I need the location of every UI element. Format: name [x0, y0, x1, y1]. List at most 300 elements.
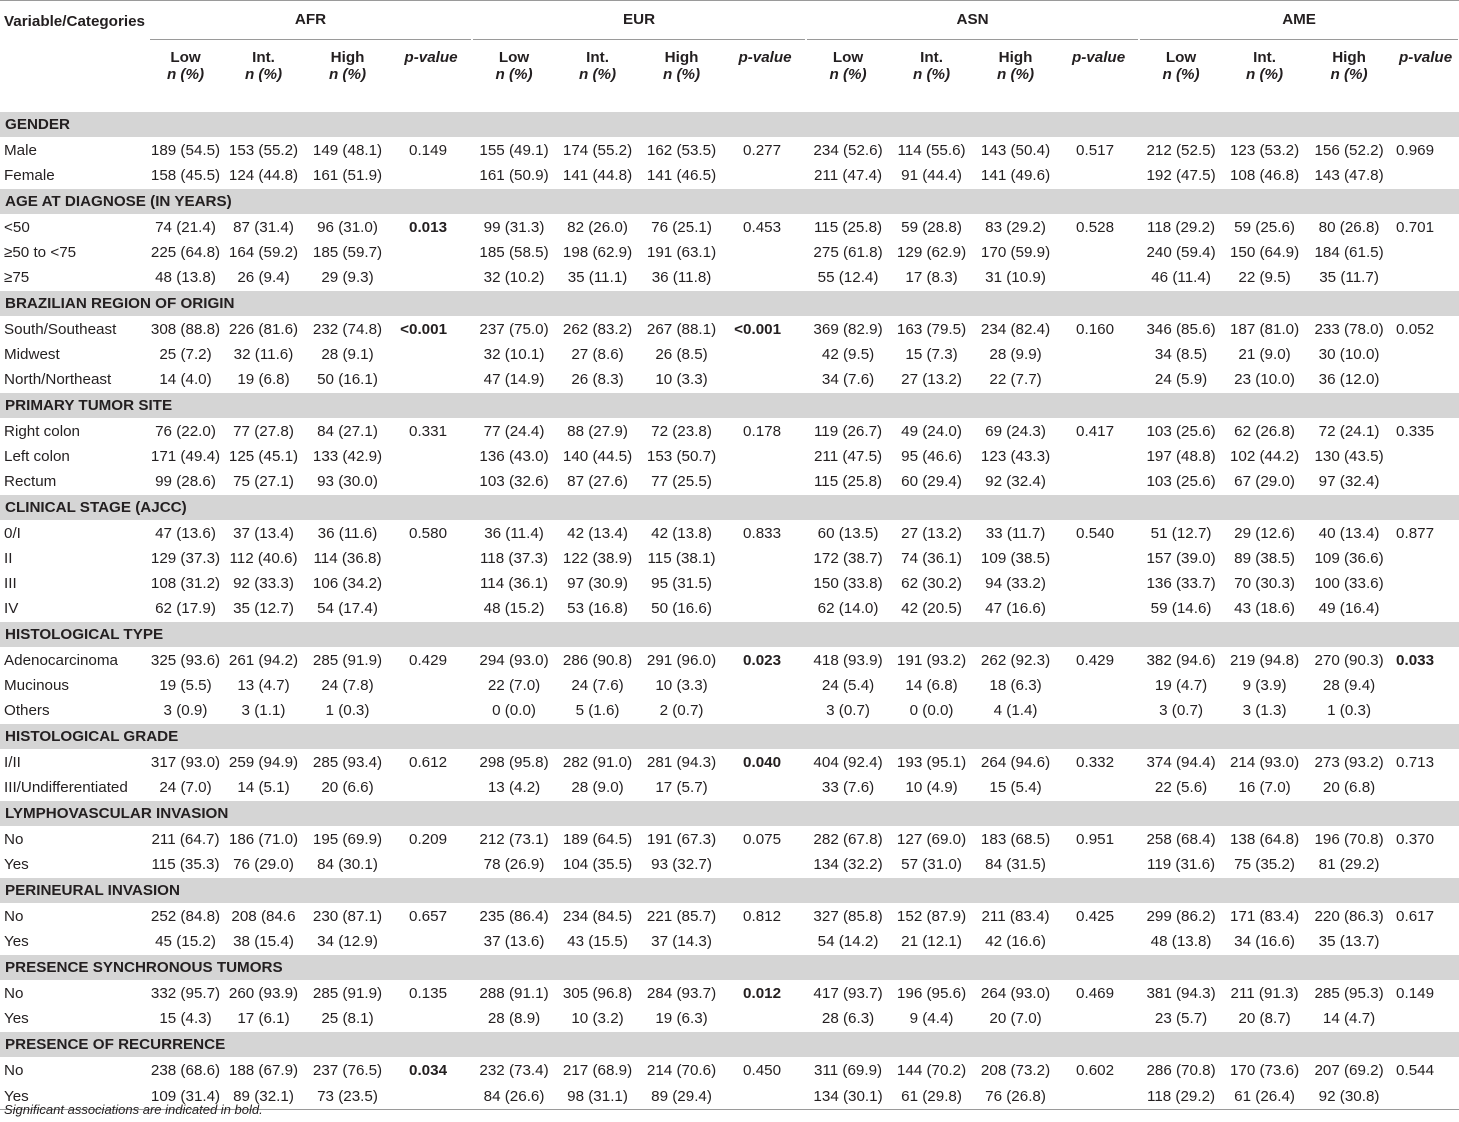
count-cell: 308 (88.8) — [150, 321, 221, 338]
count-cell: 143 (50.4) — [980, 142, 1051, 159]
pvalue-cell: 0.540 — [1076, 525, 1115, 542]
subcolumn-unit: n (%) — [1162, 66, 1200, 83]
count-cell: 59 (14.6) — [1150, 600, 1212, 617]
pvalue-cell — [724, 775, 806, 801]
count-cell: 260 (93.9) — [228, 985, 299, 1002]
count-cell: 211 (83.4) — [981, 908, 1050, 925]
count-cell: 130 (43.5) — [1314, 448, 1384, 465]
group-header-eur — [472, 1, 806, 42]
count-cell: 109 (31.4) — [149, 1083, 222, 1110]
count-cell: 36 (11.4) — [484, 525, 544, 542]
count-cell: 103 (25.6) — [1146, 423, 1216, 440]
row-label: Yes — [4, 933, 29, 950]
count-cell: 285 (91.9) — [312, 652, 383, 669]
pvalue-cell: 0.528 — [1076, 219, 1115, 236]
pvalue-cell: 0.450 — [743, 1062, 782, 1079]
pvalue-cell — [1058, 852, 1139, 878]
count-cell: 23 (5.7) — [1154, 1010, 1208, 1027]
pvalue-cell — [390, 1006, 472, 1032]
count-cell: 149 (48.1) — [312, 142, 383, 159]
count-cell: 3 (0.7) — [826, 702, 870, 719]
pvalue-cell — [1058, 342, 1139, 367]
pvalue-cell — [1058, 163, 1139, 189]
count-cell: 24 (7.0) — [159, 779, 212, 796]
section-header-row — [0, 622, 1459, 648]
count-cell: 211 (91.3) — [1230, 985, 1299, 1002]
count-cell: 23 (10.0) — [1234, 371, 1295, 388]
pvalue-cell: 0.580 — [409, 525, 448, 542]
row-label: No — [4, 985, 24, 1002]
row-label: ≥50 to <75 — [4, 244, 77, 261]
count-cell: 193 (95.1) — [896, 754, 967, 771]
count-cell: 54 (14.2) — [817, 933, 879, 950]
pvalue-cell — [1392, 163, 1459, 189]
subcolumn-unit: n (%) — [1330, 66, 1368, 83]
group-header-asn — [806, 1, 1139, 42]
count-cell: 26 (8.3) — [571, 371, 624, 388]
count-cell: 108 (31.2) — [150, 575, 221, 592]
subcolumn-unit: n (%) — [495, 66, 533, 83]
count-cell: 76 (22.0) — [155, 423, 216, 440]
subcolumn-header — [890, 41, 973, 112]
count-cell: 72 (24.1) — [1318, 423, 1380, 440]
count-cell: 298 (95.8) — [479, 754, 549, 771]
table-row — [0, 317, 1459, 343]
count-cell: 42 (9.5) — [821, 346, 875, 363]
count-cell: 186 (71.0) — [228, 831, 299, 848]
pvalue-cell — [724, 698, 806, 724]
count-cell: 31 (10.9) — [985, 269, 1046, 286]
count-cell: 47 (13.6) — [155, 525, 216, 542]
count-cell: 76 (29.0) — [233, 856, 294, 873]
pvalue-cell — [390, 444, 472, 469]
count-cell: 46 (11.4) — [1151, 269, 1211, 286]
pvalue-cell — [1058, 469, 1139, 495]
count-cell: 43 (18.6) — [1234, 600, 1295, 617]
count-cell: 78 (26.9) — [483, 856, 545, 873]
table-row — [0, 444, 1459, 469]
count-cell: 189 (54.5) — [150, 142, 221, 159]
count-cell: 153 (55.2) — [228, 142, 299, 159]
count-cell: 286 (90.8) — [562, 652, 633, 669]
count-cell: 16 (7.0) — [1238, 779, 1291, 796]
count-cell: 237 (75.0) — [479, 321, 549, 338]
count-cell: 161 (50.9) — [479, 167, 549, 184]
subcolumn-unit: n (%) — [578, 66, 617, 83]
pvalue-cell: 0.453 — [743, 219, 782, 236]
count-cell: 93 (32.7) — [651, 856, 712, 873]
count-cell: 14 (4.0) — [159, 371, 212, 388]
count-cell: 262 (92.3) — [980, 652, 1051, 669]
count-cell: 281 (94.3) — [646, 754, 717, 771]
count-cell: 258 (68.4) — [1146, 831, 1216, 848]
pvalue-cell: 0.612 — [409, 754, 448, 771]
count-cell: 94 (33.2) — [985, 575, 1046, 592]
count-cell: 197 (48.8) — [1146, 448, 1216, 465]
pvalue-cell: 0.052 — [1396, 321, 1435, 338]
pvalue-cell — [390, 265, 472, 291]
count-cell: 191 (93.2) — [896, 652, 967, 669]
count-cell: 237 (76.5) — [312, 1062, 383, 1079]
subcolumn-label: Int. — [920, 49, 943, 66]
count-cell: 288 (91.1) — [479, 985, 549, 1002]
count-cell: 42 (20.5) — [901, 600, 962, 617]
count-cell: 134 (32.2) — [813, 856, 883, 873]
count-cell: 119 (26.7) — [813, 423, 883, 440]
table-row — [0, 1058, 1459, 1084]
count-cell: 282 (91.0) — [562, 754, 633, 771]
count-cell: 0 (0.0) — [909, 702, 954, 719]
count-cell: 99 (31.3) — [483, 219, 545, 236]
count-cell: 374 (94.4) — [1146, 754, 1216, 771]
count-cell: 26 (8.5) — [655, 346, 708, 363]
count-cell: 62 (17.9) — [155, 600, 216, 617]
count-cell: 10 (4.9) — [905, 779, 958, 796]
count-cell: 232 (74.8) — [312, 321, 383, 338]
count-cell: 80 (26.8) — [1318, 219, 1380, 236]
count-cell: 96 (31.0) — [317, 219, 378, 236]
count-cell: 188 (67.9) — [228, 1062, 299, 1079]
count-cell: 35 (11.7) — [1319, 269, 1379, 286]
count-cell: 32 (10.2) — [483, 269, 545, 286]
count-cell: 261 (94.2) — [228, 652, 299, 669]
group-title: ASN — [807, 2, 1138, 40]
count-cell: 299 (86.2) — [1146, 908, 1216, 925]
subcolumn-unit: n (%) — [912, 66, 951, 83]
count-cell: 9 (3.9) — [1242, 677, 1287, 694]
count-cell: 10 (3.2) — [571, 1010, 624, 1027]
pvalue-cell — [724, 240, 806, 265]
count-cell: 25 (8.1) — [321, 1010, 374, 1027]
row-label: Yes — [4, 856, 29, 873]
row-label: ≥75 — [4, 269, 30, 286]
count-cell: 103 (25.6) — [1146, 473, 1216, 490]
count-cell: 72 (23.8) — [651, 423, 712, 440]
count-cell: 118 (37.3) — [479, 550, 549, 567]
count-cell: 88 (27.9) — [567, 423, 628, 440]
count-cell: 14 (5.1) — [237, 779, 290, 796]
row-label: IV — [4, 600, 19, 617]
pvalue-cell — [1392, 596, 1459, 622]
count-cell: 60 (13.5) — [817, 525, 879, 542]
count-cell: 22 (9.5) — [1238, 269, 1291, 286]
count-cell: 75 (35.2) — [1234, 856, 1295, 873]
pvalue-cell — [1392, 929, 1459, 955]
count-cell: 187 (81.0) — [1229, 321, 1300, 338]
table-row — [0, 904, 1459, 930]
pvalue-cell: 0.209 — [409, 831, 448, 848]
count-cell: 252 (84.8) — [150, 908, 221, 925]
pvalue-cell — [390, 367, 472, 393]
count-cell: 15 (7.3) — [905, 346, 958, 363]
pvalue-cell — [724, 929, 806, 955]
count-cell: 49 (24.0) — [901, 423, 962, 440]
count-cell: 30 (10.0) — [1318, 346, 1380, 363]
pvalue-cell — [724, 367, 806, 393]
count-cell: 163 (79.5) — [896, 321, 967, 338]
section-header-row — [0, 112, 1459, 138]
pvalue-cell — [390, 571, 472, 596]
count-cell: 123 (53.2) — [1229, 142, 1300, 159]
count-cell: 33 (11.7) — [985, 525, 1046, 542]
table-row — [0, 750, 1459, 776]
subcolumn-label: Int. — [1253, 49, 1276, 66]
count-cell: 2 (0.7) — [659, 702, 704, 719]
count-cell: 87 (27.6) — [567, 473, 628, 490]
count-cell: 129 (62.9) — [896, 244, 967, 261]
subcolumn-header — [149, 41, 222, 112]
count-cell: 382 (94.6) — [1146, 652, 1216, 669]
count-cell: 60 (29.4) — [901, 473, 962, 490]
pvalue-cell — [724, 852, 806, 878]
subcolumn-label: Low — [1165, 49, 1197, 66]
count-cell: 83 (29.2) — [985, 219, 1046, 236]
table-row — [0, 929, 1459, 955]
pvalue-header — [390, 41, 472, 112]
count-cell: 232 (73.4) — [479, 1062, 549, 1079]
count-cell: 55 (12.4) — [817, 269, 879, 286]
count-cell: 381 (94.3) — [1146, 985, 1216, 1002]
table-row — [0, 240, 1459, 265]
pvalue-cell — [1058, 775, 1139, 801]
count-cell: 47 (16.6) — [985, 600, 1046, 617]
table-row — [0, 673, 1459, 698]
count-cell: 106 (34.2) — [312, 575, 383, 592]
pvalue-cell — [1392, 444, 1459, 469]
count-cell: 264 (94.6) — [980, 754, 1051, 771]
pvalue-cell: 0.277 — [743, 142, 782, 159]
count-cell: 183 (68.5) — [980, 831, 1051, 848]
pvalue-cell: 0.033 — [1396, 652, 1435, 669]
subcolumn-unit: n (%) — [328, 66, 367, 83]
count-cell: 275 (61.8) — [813, 244, 883, 261]
count-cell: 99 (28.6) — [155, 473, 216, 490]
table-row — [0, 981, 1459, 1007]
subcolumn-unit: n (%) — [662, 66, 701, 83]
count-cell: 5 (1.6) — [575, 702, 620, 719]
count-cell: 20 (7.0) — [989, 1010, 1042, 1027]
row-label: <50 — [4, 219, 30, 236]
count-cell: 17 (8.3) — [905, 269, 958, 286]
pvalue-cell — [1392, 546, 1459, 571]
row-label: Male — [4, 142, 37, 159]
count-cell: 54 (17.4) — [317, 600, 378, 617]
table-row — [0, 138, 1459, 164]
count-cell: 62 (30.2) — [901, 575, 962, 592]
count-cell: 108 (46.8) — [1229, 167, 1300, 184]
count-cell: 140 (44.5) — [562, 448, 633, 465]
count-cell: 22 (5.6) — [1154, 779, 1208, 796]
count-cell: 42 (16.6) — [985, 933, 1046, 950]
group-title: AME — [1140, 2, 1458, 40]
count-cell: 27 (13.2) — [901, 525, 962, 542]
pvalue-cell — [390, 546, 472, 571]
pvalue-cell — [724, 469, 806, 495]
count-cell: 282 (67.8) — [813, 831, 883, 848]
subcolumn-header — [556, 41, 639, 112]
count-cell: 84 (26.6) — [472, 1083, 556, 1110]
section-title: PERINEURAL INVASION — [0, 878, 1459, 904]
pvalue-cell — [724, 673, 806, 698]
count-cell: 40 (13.4) — [1318, 525, 1380, 542]
section-header-row — [0, 955, 1459, 981]
count-cell: 19 (5.5) — [159, 677, 212, 694]
pvalue-cell — [724, 265, 806, 291]
pvalue-cell — [390, 775, 472, 801]
count-cell: 17 (6.1) — [237, 1010, 290, 1027]
count-cell: 36 (12.0) — [1318, 371, 1380, 388]
pvalue-cell — [390, 929, 472, 955]
pvalue-cell — [1392, 342, 1459, 367]
count-cell: 207 (69.2) — [1314, 1062, 1384, 1079]
pvalue-cell: 0.833 — [743, 525, 782, 542]
count-cell: 150 (64.9) — [1229, 244, 1300, 261]
count-cell: 92 (30.8) — [1306, 1083, 1392, 1110]
subcolumn-label: High — [664, 49, 699, 66]
table-row — [0, 265, 1459, 291]
section-header-row — [0, 1032, 1459, 1058]
pvalue-cell: 0.417 — [1076, 423, 1115, 440]
section-title: HISTOLOGICAL TYPE — [0, 622, 1459, 648]
count-cell: 57 (31.0) — [901, 856, 962, 873]
count-cell: 325 (93.6) — [150, 652, 221, 669]
count-cell: 59 (28.8) — [901, 219, 962, 236]
section-title: CLINICAL STAGE (AJCC) — [0, 495, 1459, 521]
row-label: Yes — [0, 1083, 149, 1110]
count-cell: 50 (16.6) — [651, 600, 712, 617]
pvalue-header — [1058, 41, 1139, 112]
section-title: PRESENCE SYNCHRONOUS TUMORS — [0, 955, 1459, 981]
pvalue-cell: 0.657 — [409, 908, 448, 925]
count-cell: 32 (10.1) — [483, 346, 545, 363]
count-cell: 112 (40.6) — [229, 550, 298, 567]
count-cell: 87 (31.4) — [233, 219, 294, 236]
count-cell: 164 (59.2) — [228, 244, 299, 261]
section-header-row — [0, 724, 1459, 750]
pvalue-cell: 0.544 — [1396, 1062, 1435, 1079]
count-cell: 1 (0.3) — [1327, 702, 1372, 719]
count-cell: 37 (14.3) — [651, 933, 712, 950]
table-row — [0, 521, 1459, 547]
row-label: Rectum — [4, 473, 57, 490]
count-cell: 74 (21.4) — [155, 219, 216, 236]
section-title: BRAZILIAN REGION OF ORIGIN — [0, 291, 1459, 317]
count-cell: 211 (47.4) — [813, 167, 883, 184]
count-cell: 92 (32.4) — [985, 473, 1046, 490]
count-cell: 144 (70.2) — [896, 1062, 967, 1079]
count-cell: 305 (96.8) — [562, 985, 633, 1002]
pvalue-cell: 0.135 — [409, 985, 448, 1002]
count-cell: 115 (35.3) — [151, 856, 220, 873]
count-cell: 109 (36.6) — [1314, 550, 1384, 567]
table-row — [0, 419, 1459, 445]
count-cell: 417 (93.7) — [813, 985, 883, 1002]
count-cell: 37 (13.6) — [483, 933, 545, 950]
count-cell: 369 (82.9) — [813, 321, 883, 338]
count-cell: 162 (53.5) — [646, 142, 717, 159]
table-row — [0, 571, 1459, 596]
pvalue-cell — [1392, 571, 1459, 596]
count-cell: 234 (52.6) — [813, 142, 883, 159]
pvalue-cell — [724, 342, 806, 367]
count-cell: 29 (9.3) — [321, 269, 374, 286]
count-cell: 26 (9.4) — [237, 269, 290, 286]
pvalue-cell: 0.602 — [1076, 1062, 1115, 1079]
count-cell: 20 (6.6) — [321, 779, 374, 796]
pvalue-cell — [1392, 265, 1459, 291]
pvalue-cell: 0.023 — [743, 652, 782, 669]
count-cell: 20 (8.7) — [1238, 1010, 1291, 1027]
count-cell: 69 (24.3) — [985, 423, 1046, 440]
count-cell: 212 (73.1) — [479, 831, 549, 848]
pvalue-cell — [1058, 367, 1139, 393]
count-cell: 70 (30.3) — [1234, 575, 1295, 592]
row-label: No — [4, 1062, 24, 1079]
count-cell: 3 (0.7) — [1159, 702, 1204, 719]
count-cell: 25 (7.2) — [159, 346, 212, 363]
pvalue-cell — [1058, 673, 1139, 698]
subcolumn-header — [1223, 41, 1306, 112]
count-cell: 15 (5.4) — [989, 779, 1042, 796]
count-cell: 34 (16.6) — [1234, 933, 1295, 950]
row-label: III/Undifferentiated — [4, 779, 128, 796]
count-cell: 238 (68.6) — [150, 1062, 221, 1079]
count-cell: 285 (91.9) — [312, 985, 383, 1002]
pvalue-cell: 0.713 — [1396, 754, 1435, 771]
count-cell: 95 (31.5) — [651, 575, 712, 592]
count-cell: 82 (26.0) — [567, 219, 628, 236]
pvalue-cell — [724, 1083, 806, 1110]
pvalue-cell: 0.617 — [1396, 908, 1435, 925]
count-cell: 4 (1.4) — [993, 702, 1038, 719]
count-cell: 21 (9.0) — [1238, 346, 1291, 363]
count-cell: 136 (43.0) — [479, 448, 549, 465]
pvalue-cell — [1058, 1083, 1139, 1110]
count-cell: 115 (25.8) — [813, 473, 883, 490]
subcolumn-unit: n (%) — [1246, 66, 1284, 83]
count-cell: 114 (36.8) — [313, 550, 382, 567]
count-cell: 217 (68.9) — [562, 1062, 633, 1079]
count-cell: 198 (62.9) — [562, 244, 633, 261]
count-cell: 133 (42.9) — [312, 448, 383, 465]
section-title: PRIMARY TUMOR SITE — [0, 393, 1459, 419]
count-cell: 81 (29.2) — [1318, 856, 1380, 873]
table-row — [0, 852, 1459, 878]
count-cell: 34 (7.6) — [821, 371, 875, 388]
count-cell: 219 (94.8) — [1229, 652, 1300, 669]
count-cell: 97 (32.4) — [1318, 473, 1380, 490]
pvalue-cell: 0.517 — [1076, 142, 1115, 159]
count-cell: 103 (32.6) — [479, 473, 549, 490]
count-cell: 28 (9.4) — [1322, 677, 1376, 694]
count-cell: 259 (94.9) — [228, 754, 299, 771]
count-cell: 50 (16.1) — [317, 371, 378, 388]
count-cell: 77 (24.4) — [483, 423, 545, 440]
table-row — [0, 469, 1459, 495]
row-label: Left colon — [4, 448, 70, 465]
count-cell: 208 (73.2) — [980, 1062, 1051, 1079]
count-cell: 195 (69.9) — [312, 831, 383, 848]
count-cell: 267 (88.1) — [646, 321, 717, 338]
count-cell: 14 (4.7) — [1322, 1010, 1376, 1027]
pvalue-label: p-value — [1398, 49, 1453, 66]
row-label: Yes — [4, 1010, 29, 1027]
count-cell: 285 (95.3) — [1314, 985, 1384, 1002]
count-cell: 97 (30.9) — [567, 575, 628, 592]
count-cell: 332 (95.7) — [150, 985, 221, 1002]
count-cell: 28 (9.1) — [321, 346, 374, 363]
count-cell: 38 (15.4) — [233, 933, 294, 950]
